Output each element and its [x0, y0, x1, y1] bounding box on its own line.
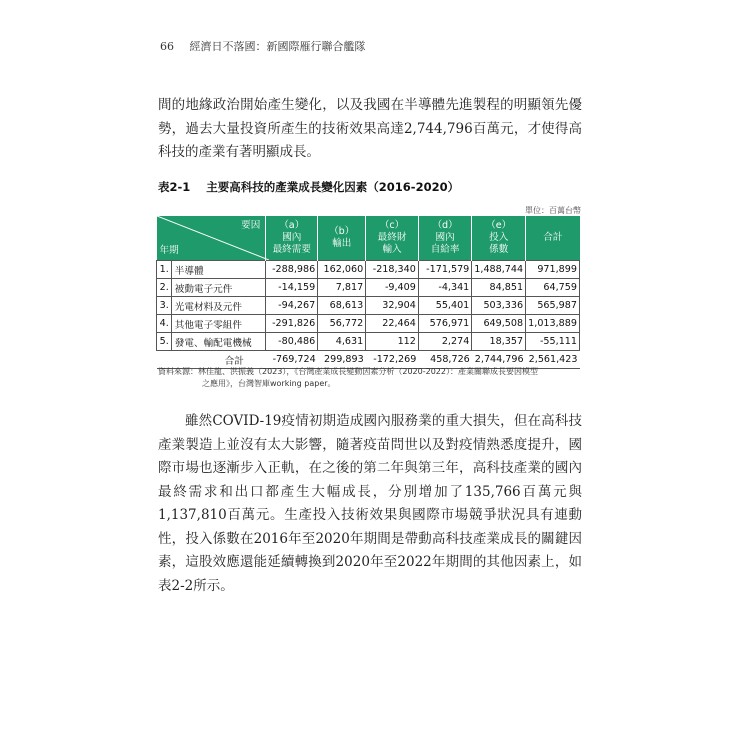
table-title: 主要高科技的產業成長變化因素（2016-2020） [206, 180, 460, 194]
column-header-b: （b） 輸出 [318, 216, 366, 261]
cell: 112 [366, 333, 419, 351]
table-row [157, 279, 580, 297]
paragraph-intro: 間的地緣政治開始產生變化，以及我國在半導體先進製程的明顯領先優勢，過去大量投資所產生的技術效果高達2,744,796百萬元，才使得高科技的產業有著明顯成長。 [158, 97, 582, 160]
table-source-note [158, 366, 584, 390]
cell: 1,013,889 [526, 315, 580, 333]
cell: 576,971 [418, 315, 471, 333]
cell: 56,772 [318, 315, 366, 333]
cell: 503,336 [472, 297, 526, 315]
growth-factor-table [156, 216, 580, 369]
table-row [157, 315, 580, 333]
table-caption [158, 179, 459, 195]
table-row [157, 297, 580, 315]
row-name: 半導體 [171, 261, 266, 279]
cell: 18,357 [472, 333, 526, 351]
column-header-a: （a） 國內 最終需要 [266, 216, 318, 261]
cell: -218,340 [366, 261, 419, 279]
column-header-total: 合計 [526, 216, 580, 261]
cell: 2,274 [418, 333, 471, 351]
row-index: 3. [157, 297, 172, 315]
row-index: 2. [157, 279, 172, 297]
cell: -288,986 [266, 261, 318, 279]
row-name: 其他電子零組件 [171, 315, 266, 333]
row-index: 5. [157, 333, 172, 351]
book-title: 經濟日不落國：新國際雁行聯合艦隊 [189, 40, 366, 53]
source-line-2: 之應用》，台灣智庫working paper。 [202, 379, 336, 388]
cell: 4,631 [318, 333, 366, 351]
cell: -171,579 [418, 261, 471, 279]
column-header-c: （c） 最終財 輸入 [366, 216, 419, 261]
cell: 64,759 [526, 279, 580, 297]
cell: -4,341 [418, 279, 471, 297]
cell: 565,987 [526, 297, 580, 315]
total-cell: 458,726 [418, 351, 471, 369]
table-unit: 單位：百萬台幣 [525, 206, 581, 215]
cell: 68,613 [318, 297, 366, 315]
corner-bottom-label: 年期 [159, 245, 179, 256]
column-header-d: （d） 國內 自給率 [418, 216, 471, 261]
table-row [157, 261, 580, 279]
cell: 55,401 [418, 297, 471, 315]
row-index: 1. [157, 261, 172, 279]
column-header-e: （e） 投入 係數 [472, 216, 526, 261]
source-line-1: 資料來源：林佳龍、洪振義（2023），《台灣產業成長變動因素分析（2020-2022）：產業關聯成長要因模型 [158, 367, 538, 376]
cell: 32,904 [366, 297, 419, 315]
total-cell: 2,561,423 [526, 351, 580, 369]
cell: 84,851 [472, 279, 526, 297]
cell: 1,488,744 [472, 261, 526, 279]
cell: 7,817 [318, 279, 366, 297]
cell: 22,464 [366, 315, 419, 333]
table-header-row [157, 216, 580, 261]
cell: -9,409 [366, 279, 419, 297]
row-name: 發電、輸配電機械 [171, 333, 266, 351]
cell: -14,159 [266, 279, 318, 297]
cell: 162,060 [318, 261, 366, 279]
total-cell: 299,893 [318, 351, 366, 369]
total-cell: -172,269 [366, 351, 419, 369]
total-label: 合計 [157, 351, 266, 369]
corner-header [157, 216, 266, 261]
cell: 971,899 [526, 261, 580, 279]
row-name: 被動電子元件 [171, 279, 266, 297]
row-index: 4. [157, 315, 172, 333]
total-cell: -769,724 [266, 351, 318, 369]
cell: 649,508 [472, 315, 526, 333]
cell: -291,826 [266, 315, 318, 333]
paragraph-body: 雖然COVID-19疫情初期造成國內服務業的重大損失，但在高科技產業製造上並沒有太大影響，隨著疫苗問世以及對疫情熟悉度提升，國際市場也逐漸步入正軌，在之後的第二年與第三年，高科技產業的國內最終需求和出口都產生大幅成長，分別增加了135,766百萬元與1,137,810百萬元。生產投入技術效果與國際市場競爭狀況具有連動性，投入係數在2016年至2020年期間是帶動高科技產業成長的關鍵因素，這股效應還能延續轉換到2020年至2022年期間的其他因素上，如表2-2所示。 [158, 413, 582, 594]
corner-top-label: 要因 [241, 220, 261, 231]
running-header [160, 38, 366, 54]
cell: -55,111 [526, 333, 580, 351]
page-number: 66 [160, 40, 174, 53]
cell: -80,486 [266, 333, 318, 351]
cell: -94,267 [266, 297, 318, 315]
row-name: 光電材料及元件 [171, 297, 266, 315]
table-number: 表2-1 [158, 180, 191, 194]
total-cell: 2,744,796 [472, 351, 526, 369]
table-row [157, 333, 580, 351]
